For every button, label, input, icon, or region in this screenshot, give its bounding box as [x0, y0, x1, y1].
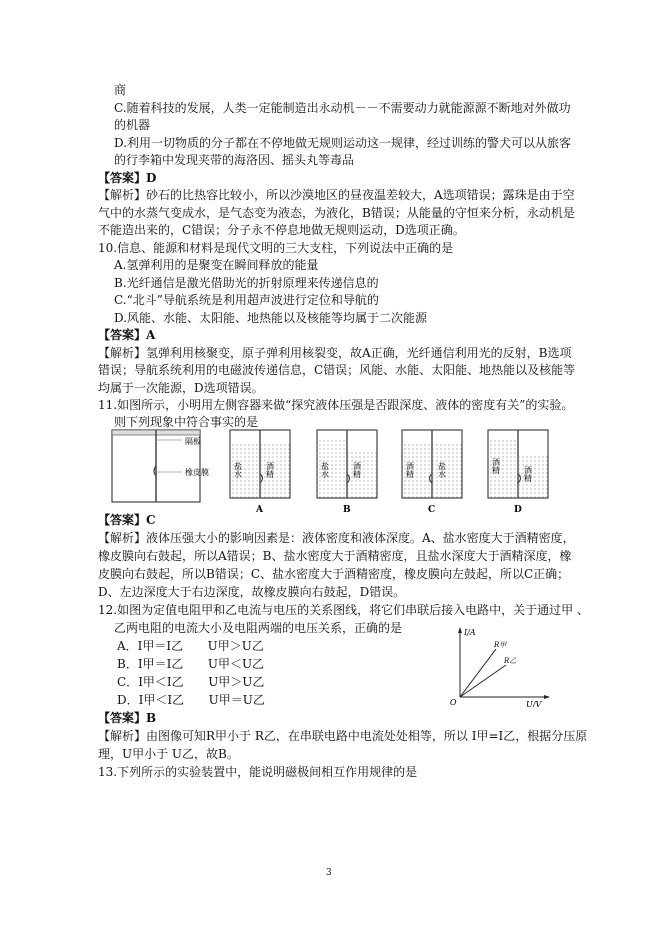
- text-line: 商: [114, 83, 127, 97]
- text-line: 不能造出来的，C错误；分子永不停息地做无规则运动，D选项正确。: [98, 223, 465, 237]
- option-c: C.“北斗”导航系统是利用超声波进行定位和导航的: [114, 293, 379, 307]
- liquid-label: 酒精: [405, 462, 415, 478]
- answer-label: 【答案】D: [98, 171, 157, 185]
- text-line: 乙两电阻的电流大小及电阻两端的电压关系，正确的是: [114, 621, 403, 635]
- line-r-jia: [460, 649, 496, 697]
- membrane-label: 橡皮膜: [185, 468, 209, 477]
- text-line: 错误；导航系统利用的电磁波传递信息，C错误；风能、水能、太阳能、地热能以及核能等: [98, 363, 576, 377]
- text-line: 理，U甲小于 U乙，故B。: [98, 747, 239, 761]
- x-axis-label: U/V: [526, 700, 542, 707]
- option-d: D.风能、水能、太阳能、地热能以及核能等均属于二次能源: [114, 311, 428, 325]
- text-line: D.利用一切物质的分子都在不停地做无规则运动这一规律，经过训练的警犬可以从旅客: [114, 136, 572, 150]
- liquid-label: 酒精: [265, 462, 275, 478]
- q12-option-c: C．I甲＜I乙 U甲＞U乙: [117, 675, 265, 689]
- panel-label: B: [343, 505, 351, 514]
- text-line: 【解析】氢弹利用核聚变，原子弹利用核裂变，故A正确，光纤通信利用光的反射，B选项: [98, 346, 572, 360]
- option-a: A.氢弹利用的是聚变在瞬间释放的能量: [114, 258, 319, 272]
- panel-label: D: [514, 505, 522, 514]
- line-r-yi: [460, 665, 506, 697]
- figure-12-graph: [448, 625, 558, 707]
- figure-11-panels-cd: [398, 428, 558, 514]
- question-13: 13.下列所示的实验装置中，能说明磁极间相互作用规律的是: [98, 765, 418, 779]
- q12-option-d: D．I甲＜I乙 U甲＝U乙: [117, 693, 265, 707]
- answer-label: 【答案】B: [98, 711, 157, 725]
- liquid-label: 盐水: [437, 462, 447, 478]
- q12-option-a: A．I甲＝I乙 U甲＞U乙: [117, 639, 264, 653]
- text-line: 【解析】液体压强大小的影响因素是：液体密度和液体深度。A、盐水密度大于酒精密度，: [98, 531, 575, 545]
- panel-label: A: [256, 505, 263, 514]
- panel-label: C: [428, 505, 436, 514]
- panel-b: [317, 430, 377, 514]
- text-line: C.随着科技的发展，人类一定能制造出永动机－－不需要动力就能源源不断地对外做功: [114, 101, 571, 115]
- q12-option-b: B．I甲＝I乙 U甲＜U乙: [117, 657, 265, 671]
- panel-d: [488, 430, 548, 514]
- text-line: 则下列现象中符合事实的是: [114, 415, 259, 429]
- container-diagram: [112, 430, 209, 502]
- panel-c: [402, 430, 462, 514]
- question-12: 12.如图为定值电阻甲和乙电流与电压的关系图线，将它们串联后接入电路中，关于通过甲 、: [98, 603, 589, 617]
- y-axis-label: I/A: [464, 628, 476, 637]
- text-line: 均属于一次能源，D选项错误。: [98, 381, 264, 395]
- line-label: R甲: [494, 641, 507, 649]
- answer-label: 【答案】A: [98, 328, 156, 342]
- text-line: 【解析】由图像可知R甲小于 R乙，在串联电路中电流处处相等，所以 I甲=I乙，根据分压原: [98, 729, 588, 743]
- text-line: 【解析】砂石的比热容比较小，所以沙漠地区的昼夜温差较大，A选项错误；露珠是由于空: [98, 188, 575, 202]
- text-line: 橡皮膜向右鼓起，所以A错误；B、盐水密度大于酒精密度，且盐水深度大于酒精深度，橡: [98, 549, 572, 563]
- liquid-label: 酒精: [491, 458, 501, 474]
- question-10: 10.信息、能源和材料是现代文明的三大支柱，下列说法中正确的是: [98, 241, 454, 255]
- liquid-label: 盐水: [233, 462, 243, 478]
- option-b: B.光纤通信是激光借助光的折射原理来传递信息的: [114, 276, 379, 290]
- text-line: 的机器: [114, 118, 151, 132]
- text-line: 皮膜向右鼓起，所以B错误；C、盐水密度大于酒精密度，橡皮膜向左鼓起，所以C正确；: [98, 567, 570, 581]
- figure-11-containers: [100, 428, 420, 514]
- origin-label: O: [450, 698, 457, 707]
- page-number: 3: [326, 868, 332, 878]
- question-11: 11.如图所示，小明用左侧容器来做“探究液体压强是否跟深度、液体的密度有关”的实验。: [98, 398, 574, 412]
- answer-label: 【答案】C: [98, 513, 156, 527]
- panel-a: [230, 430, 290, 514]
- line-label: R乙: [504, 657, 517, 665]
- partition-label: 隔板: [185, 437, 201, 446]
- liquid-label: 酒精: [523, 466, 533, 482]
- liquid-label: 盐水: [320, 462, 330, 478]
- text-line: D、左边深度大于右边深度，故橡皮膜向右鼓起，D错误。: [98, 585, 406, 599]
- text-line: 气中的水蒸气变成水，是气态变为液态，为液化，B错误；从能量的守恒来分析，永动机是: [98, 206, 575, 220]
- liquid-label: 酒精: [352, 462, 362, 478]
- text-line: 的行李箱中发现夹带的海洛因、摇头丸等毒品: [114, 153, 355, 167]
